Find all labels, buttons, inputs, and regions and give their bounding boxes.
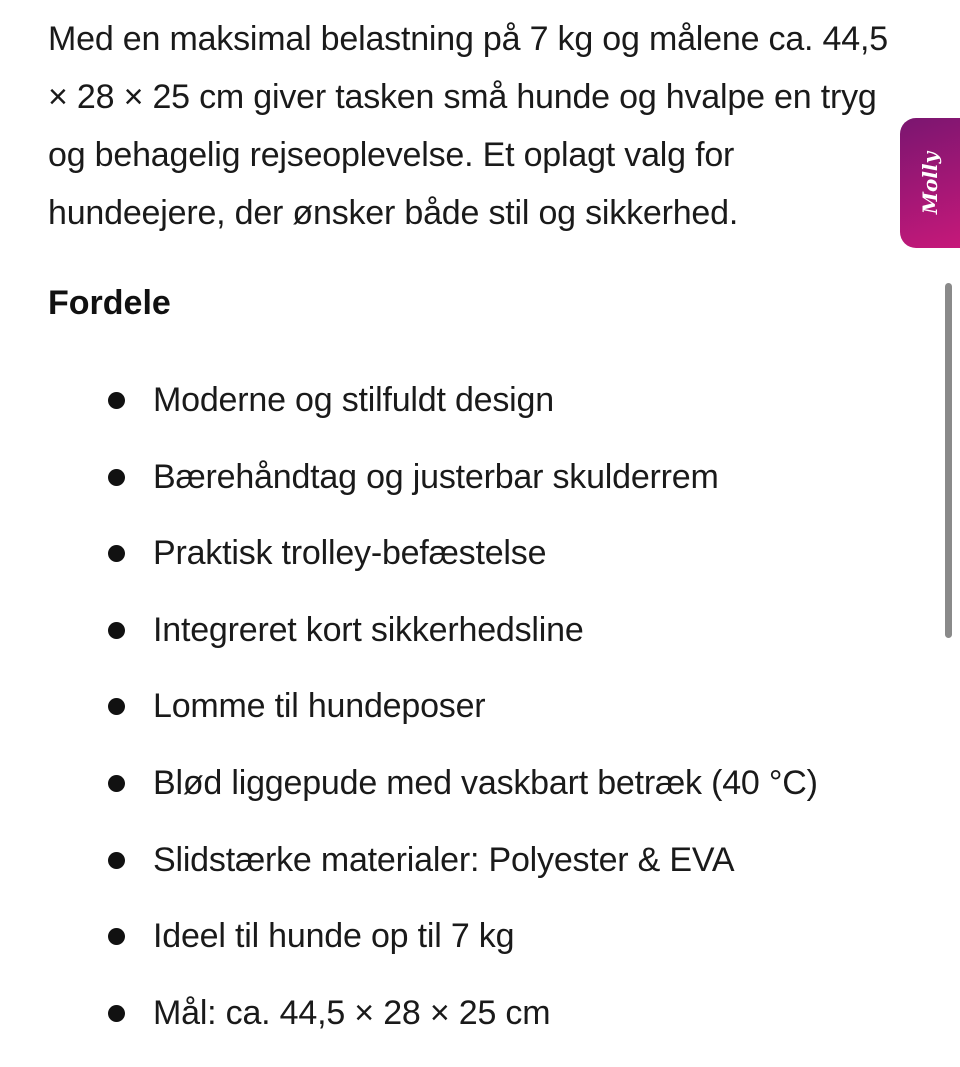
benefit-item: [0, 668, 900, 745]
benefit-item: [0, 592, 900, 669]
bullet-icon: [108, 1005, 125, 1022]
benefit-label: Moderne og stilfuldt design: [153, 381, 554, 419]
benefit-item: [0, 515, 900, 592]
product-description: Med en maksimal belastning på 7 kg og målene ca. 44,5 × 28 × 25 cm giver tasken små hunde og hvalpe en tryg og behagelig rejseoplevelse. Et oplagt valg for hundeejere, der ønsker både stil og sikkerhed.: [48, 20, 888, 232]
bullet-icon: [108, 775, 125, 792]
benefit-label: Praktisk trolley-befæstelse: [153, 534, 547, 573]
molly-chat-tab[interactable]: [900, 118, 960, 248]
benefit-label: Lomme til hundeposer: [153, 687, 486, 726]
bullet-icon: [108, 469, 125, 486]
bullet-icon: [108, 928, 125, 945]
benefits-heading: Fordele: [48, 284, 171, 322]
benefit-item: [0, 745, 900, 822]
benefit-label: Ideel til hunde op til 7 kg: [153, 917, 515, 956]
molly-logo: Molly: [918, 151, 943, 215]
benefit-label: Slidstærke materialer: Polyester & EVA: [153, 840, 735, 879]
bullet-icon: [108, 545, 125, 562]
benefit-label: Integreret kort sikkerhedsline: [153, 610, 584, 649]
scrollbar[interactable]: [945, 283, 952, 638]
benefit-item: [0, 975, 900, 1052]
benefit-item: [0, 439, 900, 516]
bullet-icon: [108, 392, 125, 409]
bullet-icon: [108, 698, 125, 715]
benefit-item: [0, 822, 900, 899]
bullet-icon: [108, 852, 125, 869]
benefit-label: Bærehåndtag og justerbar skulderrem: [153, 457, 719, 496]
bullet-icon: [108, 622, 125, 639]
benefit-item: [0, 362, 900, 439]
benefit-item: [0, 898, 900, 975]
benefit-label: Mål: ca. 44,5 × 28 × 25 cm: [153, 993, 551, 1032]
benefits-list: [0, 362, 900, 1051]
benefit-label: Blød liggepude med vaskbart betræk (40 °C): [153, 763, 818, 802]
